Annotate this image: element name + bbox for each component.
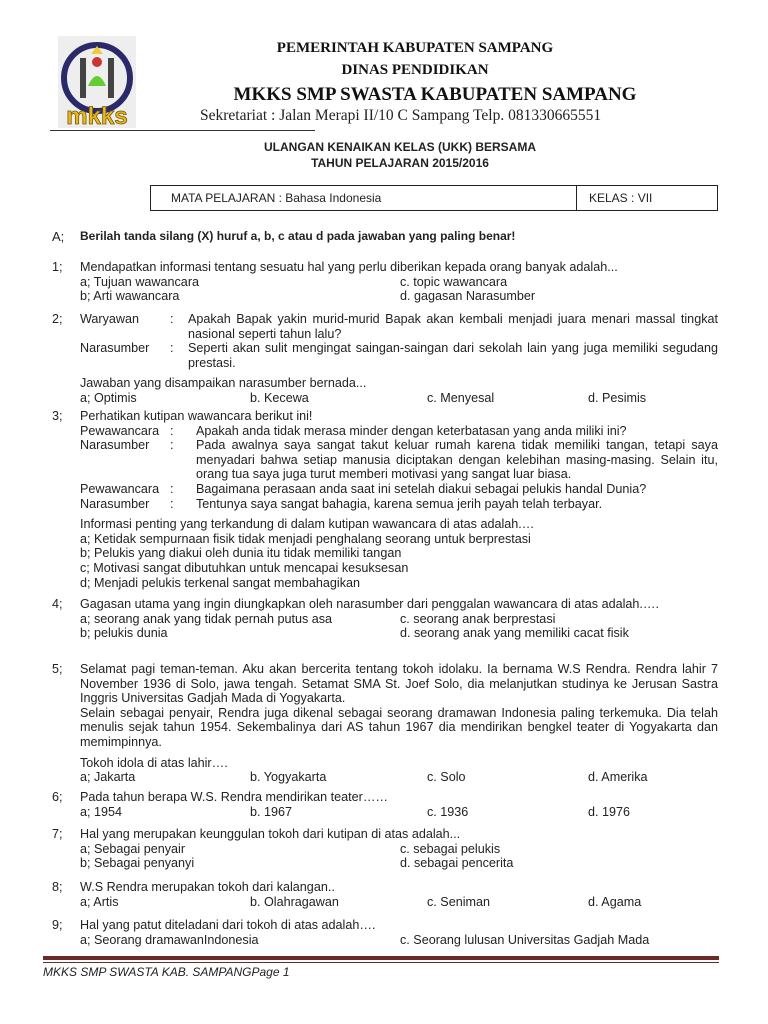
option-c[interactable]: c; Motivasi sangat dibutuhkan untuk mencapai kesuksesan	[80, 560, 409, 575]
option-b[interactable]: b. Kecewa	[250, 390, 309, 405]
option-c[interactable]: c. topic wawancara	[400, 274, 508, 289]
option-c[interactable]: c. Solo	[427, 770, 466, 785]
question-number: 7;	[52, 827, 63, 841]
colon: :	[170, 438, 174, 453]
option-b[interactable]: b; Pelukis yang diakui oleh dunia itu tidak memiliki tangan	[80, 546, 402, 561]
option-c[interactable]: c. sebagai pelukis	[400, 841, 501, 856]
section-instruction: Berilah tanda silang (X) huruf a, b, c atau d pada jawaban yang paling benar!	[80, 229, 516, 243]
question-number: 4;	[52, 597, 63, 611]
option-b[interactable]: b; Arti wawancara	[80, 289, 180, 304]
option-d[interactable]: d; Menjadi pelukis terkenal sangat membahagikan	[80, 575, 361, 590]
question-text: W.S Rendra merupakan tokoh dari kalangan..	[80, 880, 335, 894]
question-text: Gagasan utama yang ingin diungkapkan oleh narasumber dari penggalan wawancara di atas adalah.….	[80, 597, 659, 611]
option-a[interactable]: a; 1954	[80, 804, 123, 819]
option-d[interactable]: d. Amerika	[588, 770, 648, 785]
option-c[interactable]: c. Menyesal	[427, 390, 495, 405]
option-a[interactable]: a; Tujuan wawancara	[80, 274, 200, 289]
footer-text: MKKS SMP SWASTA KAB. SAMPANGPage 1	[43, 965, 290, 979]
speaker: Pewawancara	[80, 423, 160, 438]
question-1	[52, 260, 718, 304]
question-2	[52, 312, 718, 406]
option-a[interactable]: a; Optimis	[80, 390, 137, 405]
question-number: 3;	[52, 409, 63, 423]
option-d[interactable]: d. seorang anak yang memiliki cacat fisik	[400, 626, 629, 641]
option-d[interactable]: d. 1976	[588, 804, 631, 819]
question-6	[52, 790, 718, 819]
dialog-text: Apakah anda tidak merasa minder dengan keterbatasan yang anda miliki ini?	[196, 423, 627, 438]
footer-rule	[43, 956, 719, 960]
dialog-text: Bagaimana perasaan anda saat ini setelah diakui sebagai pelukis handal Dunia?	[196, 481, 647, 496]
question-number: 8;	[52, 880, 63, 894]
question-text: Tokoh idola di atas lahir….	[80, 755, 228, 770]
question-text: Hal yang patut diteladani dari tokoh di atas adalah….	[80, 918, 376, 932]
question-text: Mendapatkan informasi tentang sesuatu hal yang perlu diberikan kepada orang banyak adalah...	[80, 260, 618, 274]
passage-paragraph: Selamat pagi teman-teman. Aku akan bercerita tentang tokoh idolaku. Ia bernama W.S Rendra. Rendra lahir 7 November 1936 di Solo, jawa tengah. Setamat SMA St. Joef Solo, dia melanjutkan studinya ke Jerusan Sastra Inggris Universitas Gadjah Mada di Yogyakarta.	[80, 662, 718, 706]
svg-text:mkks: mkks	[66, 103, 128, 128]
option-a[interactable]: a; Jakarta	[80, 770, 136, 785]
exam-year: TAHUN PELAJARAN 2015/2016	[311, 156, 489, 170]
header-address: Sekretariat : Jalan Merapi II/10 C Sampang Telp. 081330665551	[200, 107, 602, 124]
question-text: Pada tahun berapa W.S. Rendra mendirikan teater……	[80, 790, 389, 804]
subject-label: MATA PELAJARAN : Bahasa Indonesia	[171, 191, 382, 205]
dialog-text: Seperti akan sulit mengingat saingan-saingan dari sekolah lain yang juga memiliki segudang prestasi.	[188, 341, 718, 370]
option-b[interactable]: b; Sebagai penyanyi	[80, 856, 195, 871]
colon: :	[170, 312, 174, 326]
question-text: Informasi penting yang terkandung di dalam kutipan wawancara di atas adalah.…	[80, 517, 535, 532]
option-b[interactable]: b; pelukis dunia	[80, 626, 168, 641]
question-7	[52, 827, 718, 871]
header-line-3: MKKS SMP SWASTA KABUPATEN SAMPANG	[233, 84, 637, 105]
option-c[interactable]: c. Seorang lulusan Universitas Gadjah Mada	[400, 932, 650, 947]
box-divider	[576, 186, 577, 210]
header-rule	[50, 130, 315, 131]
option-a[interactable]: a; Artis	[80, 894, 119, 909]
option-a[interactable]: a; Sebagai penyair	[80, 841, 186, 856]
subject-box	[150, 185, 718, 211]
dialog-text: Pada awalnya saya sangat takut keluar rumah karena tidak memiliki tangan, tetapi saya menyadari bahwa setiap manusia diciptakan dengan kelebihan masing-masing. Selain itu, orang tua saya juga turut memberi motivasi yang sangat luar biasa.	[196, 438, 718, 482]
header-line-1: PEMERINTAH KABUPATEN SAMPANG	[276, 40, 554, 56]
option-d[interactable]: d. sebagai pencerita	[400, 856, 514, 871]
option-b[interactable]: b. Yogyakarta	[250, 770, 327, 785]
speaker: Waryawan	[80, 312, 140, 326]
option-a[interactable]: a; Ketidak sempurnaan fisik tidak menjadi penghalang seorang untuk berprestasi	[80, 531, 531, 546]
colon: :	[170, 481, 174, 496]
option-c[interactable]: c. seorang anak berprestasi	[400, 611, 556, 626]
question-number: 2;	[52, 312, 63, 326]
option-b[interactable]: b. Olahragawan	[250, 894, 339, 909]
question-number: 6;	[52, 790, 63, 804]
class-label: KELAS : VII	[589, 191, 653, 205]
question-text: Hal yang merupakan keunggulan tokoh dari kutipan di atas adalah...	[80, 827, 461, 841]
option-d[interactable]: d. gagasan Narasumber	[400, 289, 536, 304]
option-c[interactable]: c. 1936	[427, 804, 469, 819]
question-5	[52, 662, 718, 785]
option-d[interactable]: d. Pesimis	[588, 390, 647, 405]
dialog-text: Apakah Bapak yakin murid-murid Bapak akan kembali menjadi juara menari massal tingkat nasional seperti tahun lalu?	[188, 312, 718, 341]
header-line-2: DINAS PENDIDIKAN	[341, 62, 489, 78]
option-a[interactable]: a; Seorang dramawanIndonesia	[80, 932, 259, 947]
question-number: 1;	[52, 260, 63, 274]
speaker: Narasumber	[80, 438, 150, 453]
option-a[interactable]: a; seorang anak yang tidak pernah putus asa	[80, 611, 333, 626]
speaker: Narasumber	[80, 341, 150, 356]
question-3	[52, 409, 718, 590]
speaker: Pewawancara	[80, 481, 160, 496]
passage-paragraph: Selain sebagai penyair, Rendra juga dikenal sebagai seorang dramawan Indonesia paling terkemuka. Dia telah menulis sejak tahun 1954. Sekembalinya dari AS tahun 1967 dia mendirikan bengkel teater di Yogyakarta dan memimpinnya.	[80, 705, 718, 749]
section-label: A;	[52, 229, 65, 244]
question-number: 5;	[52, 662, 63, 676]
colon: :	[170, 496, 174, 511]
exam-title: ULANGAN KENAIKAN KELAS (UKK) BERSAMA	[264, 140, 536, 154]
question-text: Jawaban yang disampaikan narasumber bernada...	[80, 376, 367, 391]
colon: :	[170, 423, 174, 438]
school-logo	[58, 36, 136, 128]
question-9	[52, 918, 718, 947]
question-4	[52, 597, 718, 641]
speaker: Narasumber	[80, 496, 150, 511]
question-intro: Perhatikan kutipan wawancara berikut ini!	[80, 409, 313, 423]
colon: :	[170, 341, 174, 356]
dialog-text: Tentunya saya sangat bahagia, karena semua jerih payah telah terbayar.	[196, 496, 603, 511]
option-b[interactable]: b. 1967	[250, 804, 293, 819]
option-c[interactable]: c. Seniman	[427, 894, 490, 909]
option-d[interactable]: d. Agama	[588, 894, 642, 909]
question-8	[52, 880, 718, 909]
question-number: 9;	[52, 918, 63, 932]
